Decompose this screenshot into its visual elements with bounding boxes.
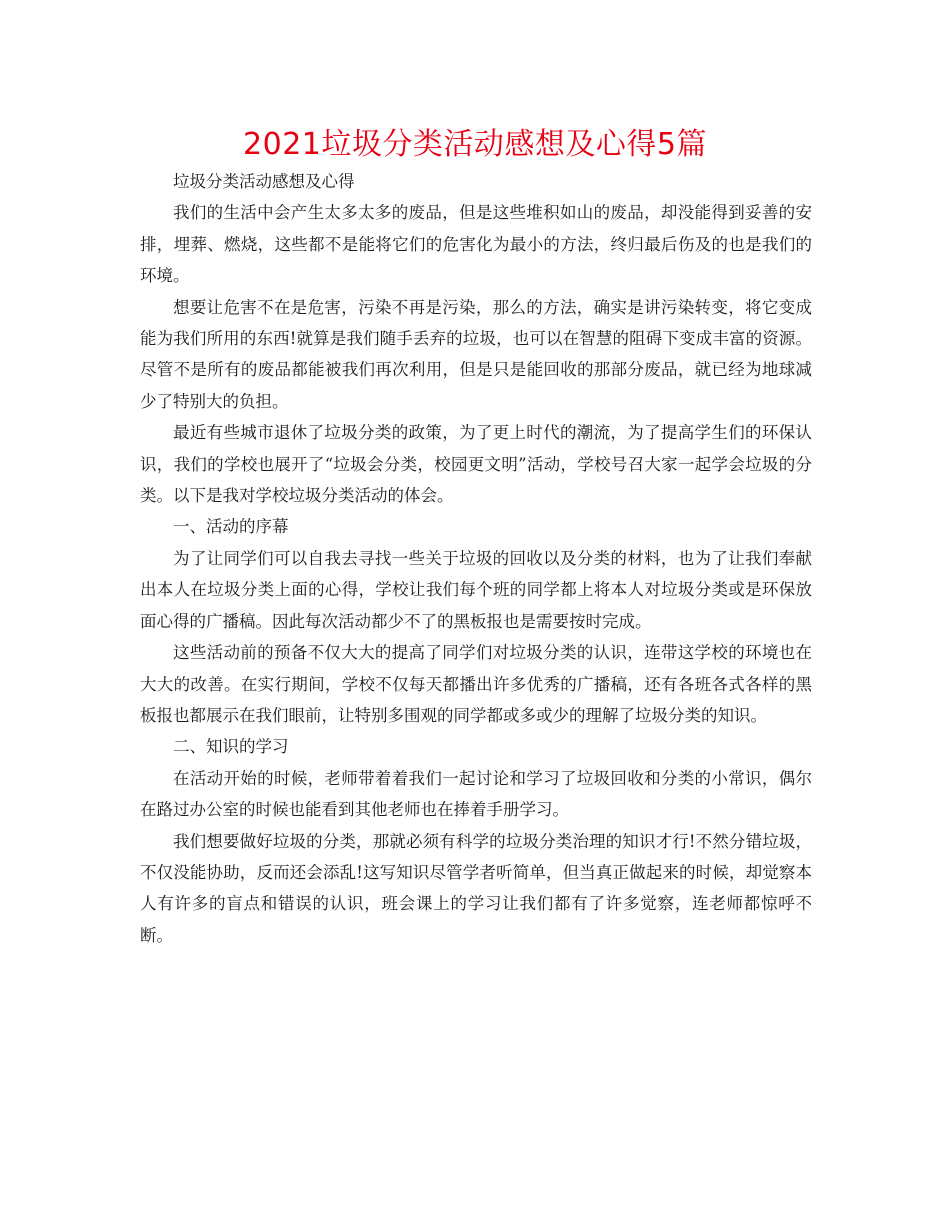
paragraph: 想要让危害不在是危害，污染不再是污染，那么的方法，确实是讲污染转变，将它变成能为我们所用的东西!就算是我们随手丢弃的垃圾，也可以在智慧的阻碍下变成丰富的资源。尽管不是所有的废品都能被我们再次利用，但是只是能回收的那部分废品，就已经为地球减少了特别大的负担。 [140, 297, 812, 411]
document-title: 2021垃圾分类活动感想及心得5篇 [243, 127, 707, 162]
paragraph: 我们想要做好垃圾的分类，那就必须有科学的垃圾分类治理的知识才行!不然分错垃圾，不仅没能协助，反而还会添乱!这写知识尽管学者听简单，但当真正做起来的时候，却觉察本人有许多的盲点和错误的认识，班会课上的学习让我们都有了许多觉察，连老师都惊呼不断。 [140, 831, 812, 945]
document-body [140, 166, 812, 951]
section-heading: 二、知识的学习 [173, 737, 289, 757]
paragraph-subtitle: 垃圾分类活动感想及心得 [173, 172, 355, 191]
paragraph: 为了让同学们可以自我去寻找一些关于垃圾的回收以及分类的材料，也为了让我们奉献出本人在垃圾分类上面的心得，学校让我们每个班的同学都上将本人对垃圾分类或是环保放面心得的广播稿。因此每次活动都少不了的黑板报也是需要按时完成。 [140, 548, 812, 631]
paragraph: 在活动开始的时候，老师带着着我们一起讨论和学习了垃圾回收和分类的小常识，偶尔在路过办公室的时候也能看到其他老师也在捧着手册学习。 [140, 768, 812, 820]
paragraph: 最近有些城市退休了垃圾分类的政策，为了更上时代的潮流，为了提高学生们的环保认识，我们的学校也展开了“垃圾会分类，校园更文明”活动，学校号召大家一起学会垃圾的分类。以下是我对学校垃圾分类活动的体会。 [140, 423, 812, 506]
section-heading: 一、活动的序幕 [173, 517, 289, 537]
paragraph: 我们的生活中会产生太多太多的废品，但是这些堆积如山的废品，却没能得到妥善的安排，埋葬、燃烧，这些都不是能将它们的危害化为最小的方法，终归最后伤及的也是我们的环境。 [140, 203, 812, 286]
paragraph: 这些活动前的预备不仅大大的提高了同学们对垃圾分类的认识，连带这学校的环境也在大大的改善。在实行期间，学校不仅每天都播出许多优秀的广播稿，还有各班各式各样的黑板报也都展示在我们眼前，让特别多围观的同学都或多或少的理解了垃圾分类的知识。 [140, 643, 812, 725]
